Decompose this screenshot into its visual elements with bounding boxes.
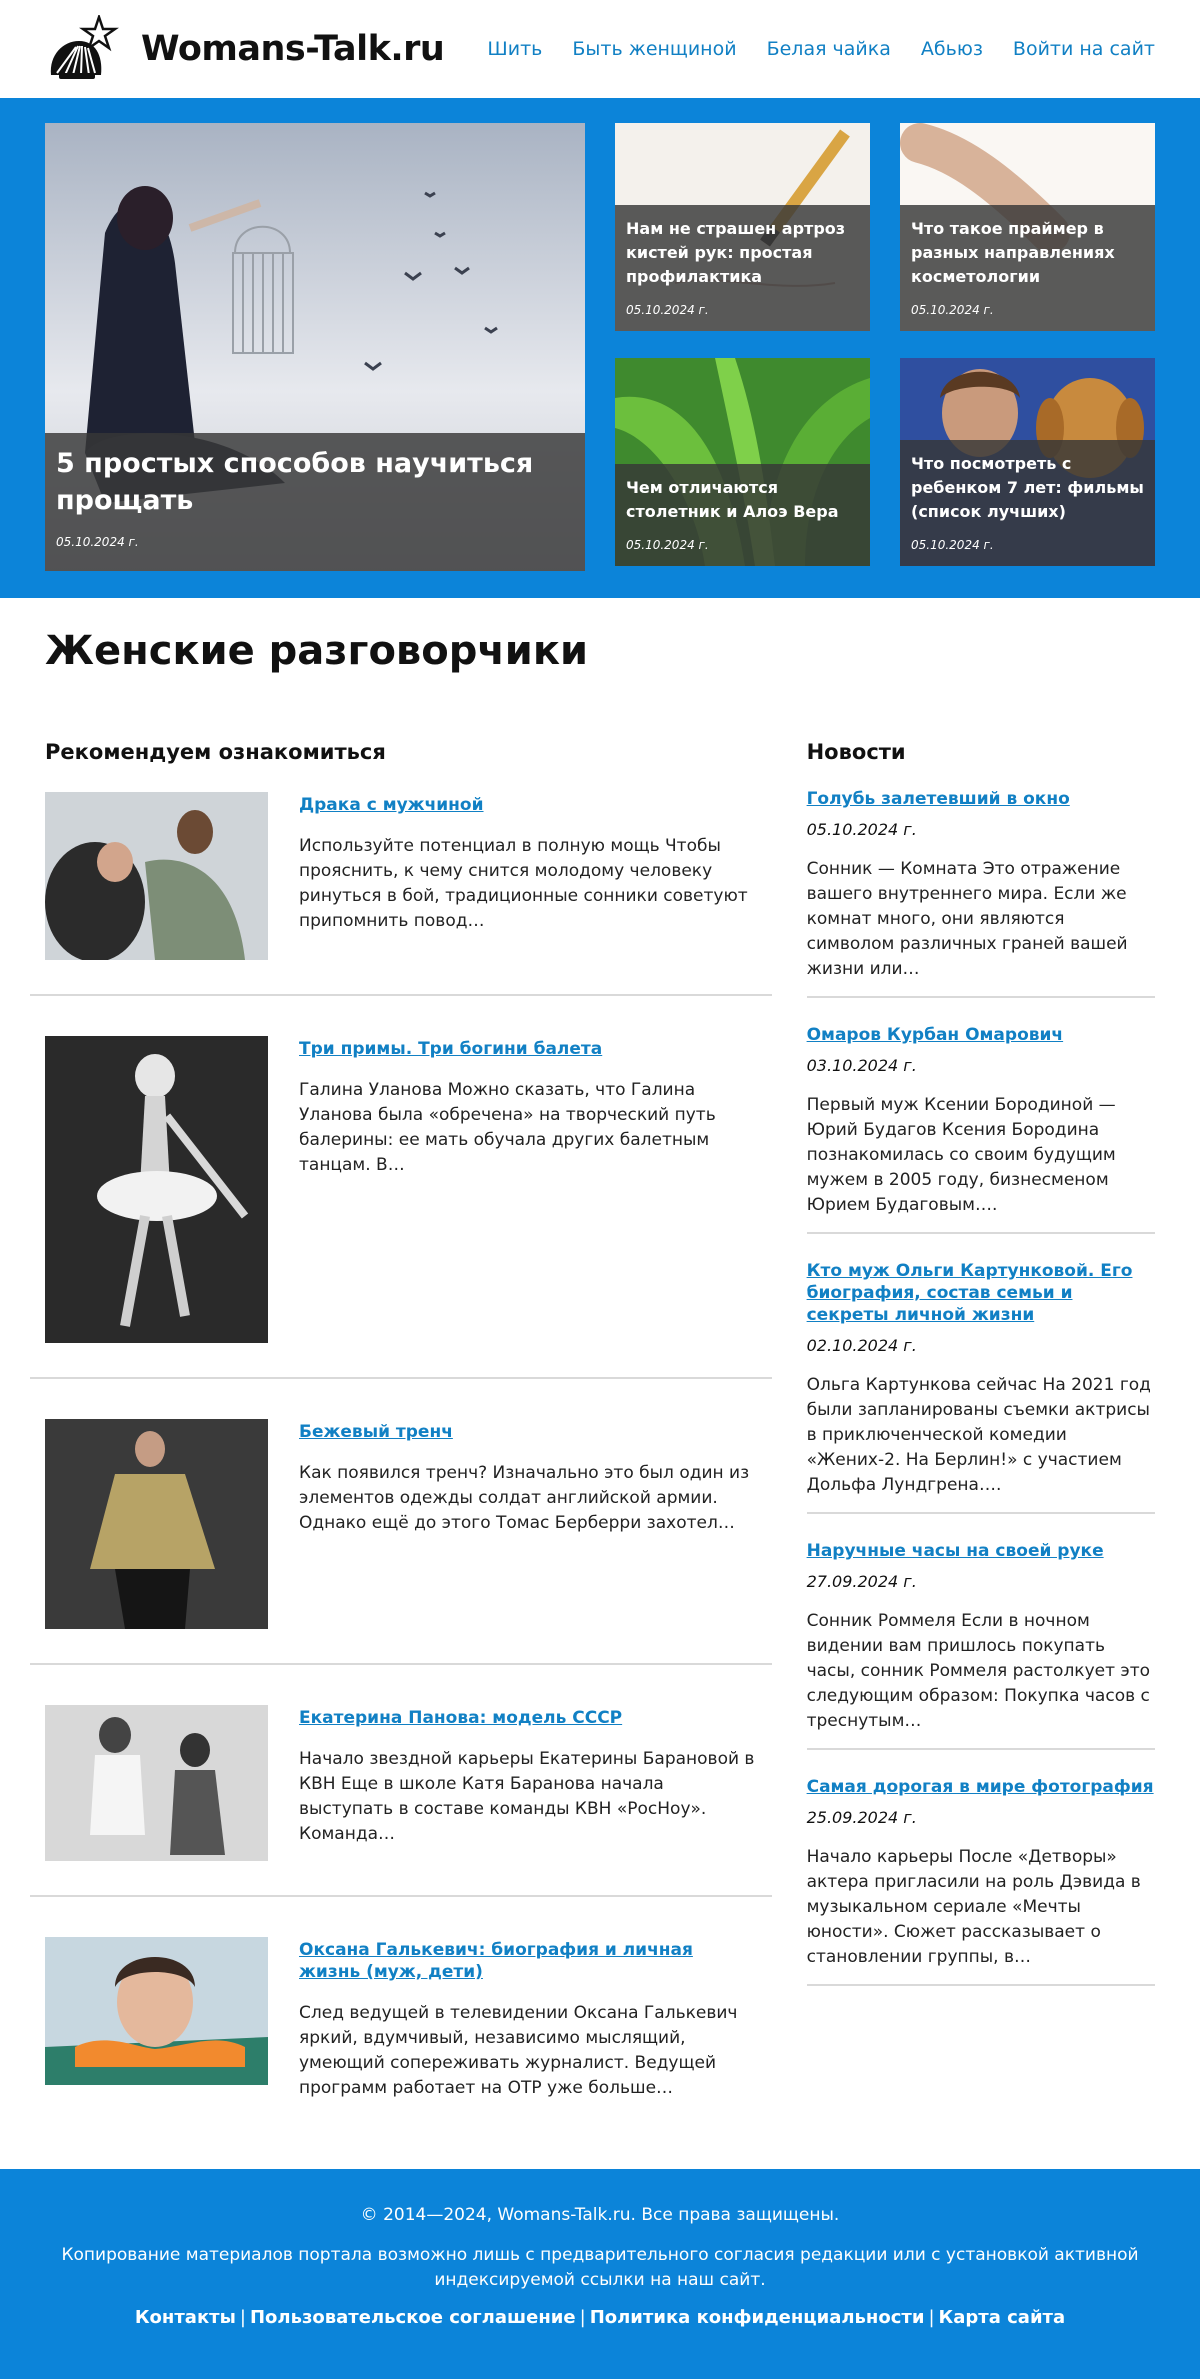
featured-card-overlay: [900, 205, 1155, 331]
news-excerpt: Ольга Картункова сейчас На 2021 год были запланированы съемки актрисы в приключенческой комедии «Жених-2. На Берлин!» с участием Дольфа Лундгрена….: [806, 1375, 1151, 1495]
footer-separator: |: [928, 2307, 935, 2328]
featured-card-small[interactable]: [900, 358, 1155, 566]
featured-card-main[interactable]: [45, 123, 585, 571]
list-item: [807, 1776, 1155, 1986]
footer-links: [0, 2307, 1200, 2328]
news-title-link[interactable]: Кто муж Ольги Картунковой. Его биография, состав семьи и секреты личной жизни: [806, 1261, 1133, 1325]
news-date: 27.09.2024 г.: [806, 1572, 917, 1591]
ussr-model-thumbnail[interactable]: [45, 1705, 268, 1861]
article-title-link[interactable]: Екатерина Панова: модель СССР: [299, 1708, 623, 1728]
featured-card-title[interactable]: 5 простых способов научиться прощать: [56, 448, 534, 516]
list-item: [807, 1260, 1155, 1514]
featured-card-title[interactable]: Чем отличаются столетник и Алоэ Вера: [626, 478, 839, 521]
news-excerpt: Начало карьеры После «Детворы» актера пригласили на роль Дэвида в музыкальном сериале «Мечты юности». Сюжет рассказывает о становлении группы, в…: [806, 1847, 1141, 1967]
article-title-link[interactable]: Оксана Галькевич: биография и личная жизнь (муж, дети): [299, 1940, 693, 1982]
news-column: [807, 740, 1155, 2135]
featured-card-overlay: [615, 464, 870, 566]
article-body: [268, 792, 757, 960]
list-item: [30, 792, 772, 996]
footer-separator: |: [239, 2307, 246, 2328]
main-content: [0, 740, 1200, 2135]
featured-card-small[interactable]: [615, 358, 870, 566]
recommend-column: [30, 740, 772, 2135]
news-date: 25.09.2024 г.: [806, 1808, 917, 1827]
featured-card-date: 05.10.2024 г.: [56, 535, 139, 549]
featured-card-date: 05.10.2024 г.: [626, 303, 709, 317]
list-item: [807, 1024, 1155, 1234]
article-title-link[interactable]: Драка с мужчиной: [299, 795, 484, 815]
featured-card-date: 05.10.2024 г.: [911, 538, 994, 552]
copy-notice: Копирование материалов портала возможно лишь с предварительного согласия редакции или с установкой активной индексируемой ссылки на наш сайт.: [61, 2245, 1139, 2290]
article-excerpt: Галина Уланова Можно сказать, что Галина Уланова была «обречена» на творческий путь балерины: ее мать обучала других балетным танцам. В…: [299, 1080, 716, 1175]
ballerina-photo-thumbnail[interactable]: [45, 1036, 268, 1343]
news-title-link[interactable]: Омаров Курбан Омарович: [806, 1025, 1064, 1045]
featured-card-date: 05.10.2024 г.: [911, 303, 994, 317]
featured-section: [0, 98, 1200, 598]
featured-card-title[interactable]: Что посмотреть с ребенком 7 лет: фильмы (список лучших): [911, 454, 1144, 521]
list-item: [807, 788, 1155, 998]
footer-separator: |: [579, 2307, 586, 2328]
nav-item-abuse[interactable]: Абьюз: [920, 38, 983, 60]
copyright: © 2014—2024, Womans-Talk.ru. Все права защищены.: [360, 2205, 840, 2225]
news-date: 03.10.2024 г.: [806, 1056, 917, 1075]
news-excerpt: Сонник Роммеля Если в ночном видении вам пришлось покупать часы, сонник Роммеля растолкует это следующим образом: Покупка часов с треснутым…: [806, 1611, 1151, 1731]
site-footer: [0, 2169, 1200, 2379]
article-title-link[interactable]: Бежевый тренч: [299, 1422, 453, 1442]
nav-item-be-woman[interactable]: Быть женщиной: [572, 38, 737, 60]
list-item: [807, 1540, 1155, 1750]
nav-item-login[interactable]: Войти на сайт: [1012, 38, 1155, 60]
logo[interactable]: [45, 15, 444, 83]
news-date: 02.10.2024 г.: [806, 1336, 917, 1355]
featured-card-small[interactable]: [615, 123, 870, 331]
footer-link-privacy[interactable]: Политика конфиденциальности: [589, 2307, 925, 2328]
featured-card-small[interactable]: [900, 123, 1155, 331]
page-title: Женские разговорчики: [45, 628, 589, 674]
site-name: Womans-Talk.ru: [141, 29, 445, 69]
featured-card-date: 05.10.2024 г.: [626, 538, 709, 552]
fight-photo-thumbnail[interactable]: [45, 792, 268, 960]
site-header: [0, 0, 1200, 98]
beige-trench-thumbnail[interactable]: [45, 1419, 268, 1629]
article-body: [268, 1937, 757, 2101]
article-body: [268, 1419, 757, 1629]
news-title-link[interactable]: Наручные часы на своей руке: [806, 1541, 1104, 1561]
article-excerpt: След ведущей в телевидении Оксана Галькевич яркий, вдумчивый, независимо мыслящий, умеющий сопереживать журналист. Ведущей программ работает на ОТР уже больше…: [299, 2003, 738, 2098]
news-heading: Новости: [806, 740, 906, 764]
featured-card-overlay: [45, 433, 585, 571]
main-nav: [487, 38, 1155, 60]
news-title-link[interactable]: Голубь залетевший в окно: [806, 789, 1070, 809]
news-date: 05.10.2024 г.: [806, 820, 917, 839]
article-excerpt: Начало звездной карьеры Екатерины Барановой в КВН Еще в школе Катя Баранова начала выступать в составе команды КВН «РосНоу». Команда…: [299, 1749, 755, 1844]
article-title-link[interactable]: Три примы. Три богини балета: [299, 1039, 603, 1059]
list-item: [30, 1419, 772, 1665]
nav-item-white-gull[interactable]: Белая чайка: [766, 38, 891, 60]
list-item: [30, 1937, 772, 2135]
footer-link-sitemap[interactable]: Карта сайта: [938, 2307, 1066, 2328]
portrait-photo-thumbnail[interactable]: [45, 1937, 268, 2085]
footer-link-contacts[interactable]: Контакты: [134, 2307, 236, 2328]
news-title-link[interactable]: Самая дорогая в мире фотография: [806, 1777, 1154, 1797]
list-item: [30, 1705, 772, 1897]
recommend-heading: Рекомендуем ознакомиться: [45, 740, 386, 764]
news-excerpt: Сонник — Комната Это отражение вашего внутреннего мира. Если же комнат много, они являются символом различных граней вашей жизни или…: [806, 859, 1128, 979]
article-body: [268, 1036, 757, 1343]
article-excerpt: Используйте потенциал в полную мощь Чтобы прояснить, к чему снится молодому человеку ринуться в бой, традиционные сонники советуют припомнить повод…: [299, 836, 748, 931]
shell-star-logo-icon: [45, 15, 121, 83]
featured-card-overlay: [900, 440, 1155, 566]
footer-link-terms[interactable]: Пользовательское соглашение: [249, 2307, 576, 2328]
article-body: [268, 1705, 757, 1861]
article-excerpt: Как появился тренч? Изначально это был один из элементов одежды солдат английской армии. Однако ещё до этого Томас Берберри захотел…: [299, 1463, 750, 1533]
featured-card-title[interactable]: Что такое праймер в разных направлениях косметологии: [911, 219, 1115, 286]
list-item: [30, 1036, 772, 1379]
nav-item-sew[interactable]: Шить: [487, 38, 543, 60]
news-excerpt: Первый муж Ксении Бородиной — Юрий Будагов Ксения Бородина познакомилась со своим будущим мужем в 2005 году, бизнесменом Юрием Будаговым….: [806, 1095, 1116, 1215]
featured-card-overlay: [615, 205, 870, 331]
featured-card-title[interactable]: Нам не страшен артроз кистей рук: простая профилактика: [626, 219, 846, 286]
